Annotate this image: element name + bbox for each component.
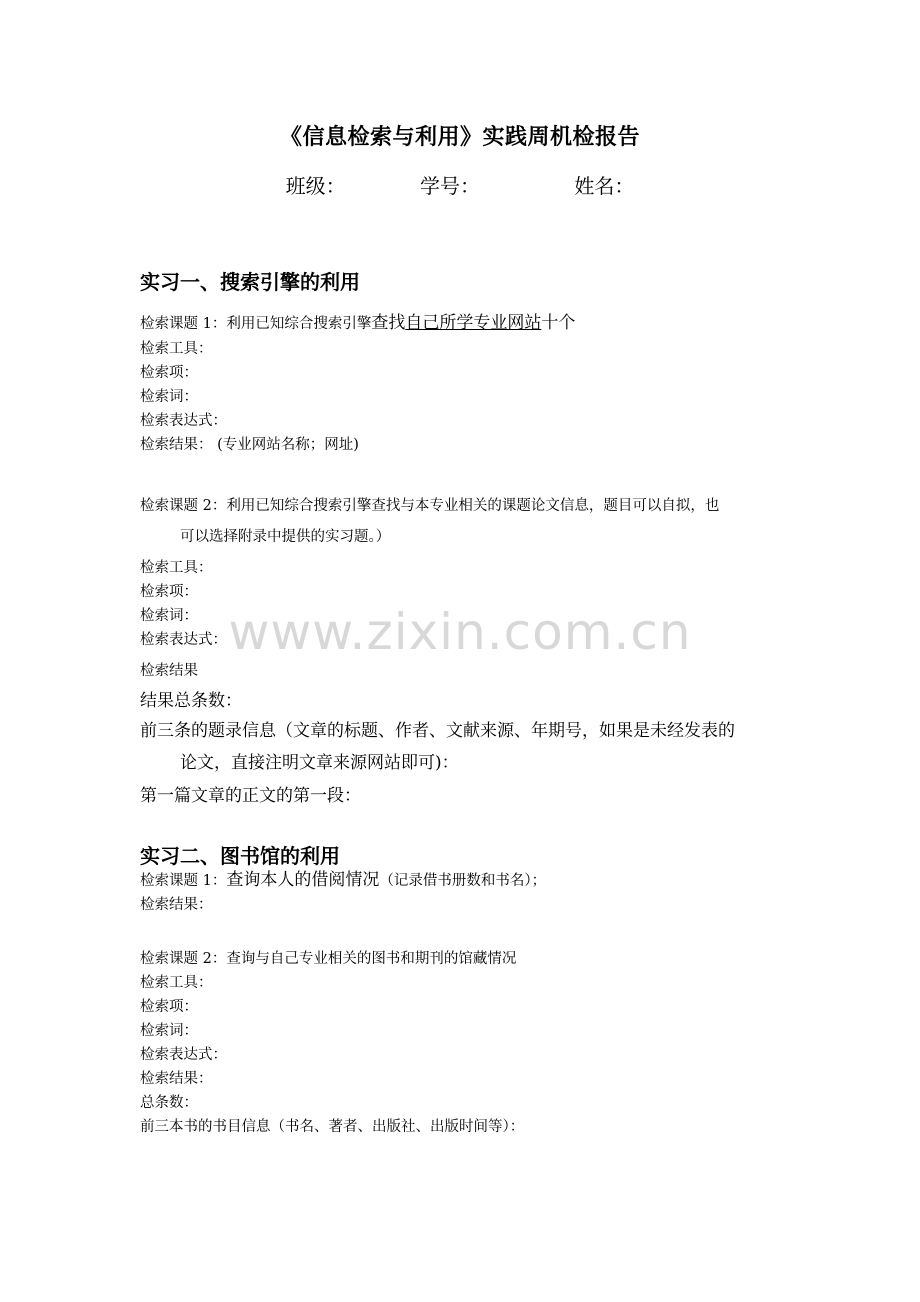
s1-task1-prefix: 检索课题 1：利用已知综合搜索引擎 [140,316,372,332]
s2-task2-title: 检索课题 2：查询与自己专业相关的图书和期刊的馆藏情况 [140,951,517,967]
s2-task2-result: 检索结果： [140,1071,213,1087]
s2-task1-title [140,868,546,893]
s1-task2-top3-line1: 前三条的题录信息（文章的标题、作者、文献来源、年期号，如果是未经发表的 [140,721,735,741]
s1-task1-item: 检索项： [140,365,198,381]
name-label: 姓名： [574,174,635,198]
s2-task1-note: （记录借书册数和书名）； [379,873,547,889]
s1-task1-verb: 查找 [371,313,406,333]
s1-task1-title [140,311,575,336]
s1-task2-tool: 检索工具： [140,560,213,576]
s2-task1-main: 查询本人的借阅情况 [226,870,380,890]
s1-task2-item: 检索项： [140,584,198,600]
s1-task1-word: 检索词： [140,389,198,405]
s1-task1-tool: 检索工具： [140,341,213,357]
watermark-text: www.zixin.com.cn [228,603,692,661]
s2-task1-result: 检索结果： [140,897,213,913]
s1-task2-word: 检索词： [140,608,198,624]
s1-task2-title-line1: 检索课题 2：利用已知综合搜索引擎查找与本专业相关的课题论文信息，题目可以自拟，也 [140,498,720,514]
s2-task2-expr: 检索表达式： [140,1047,227,1063]
s1-task1-underlined: 自己所学专业网站 [405,313,542,333]
student-id-label: 学号： [420,174,480,198]
section1-heading: 实习一、搜索引擎的利用 [140,270,360,294]
s1-task2-result: 检索结果 [140,663,198,679]
s1-task1-result: 检索结果： (专业网站名称；网址) [140,437,359,453]
s2-task2-tool: 检索工具： [140,975,213,991]
section2-heading: 实习二、图书馆的利用 [140,844,340,868]
s2-task2-top3: 前三本书的书目信息（书名、著者、出版社、出版时间等）： [140,1119,525,1135]
document-title: 《信息检索与利用》实践周机检报告 [279,124,640,150]
s1-task2-top3-line2: 论文，直接注明文章来源网站即可)： [180,753,459,773]
s1-task1-suffix: 十个 [541,313,576,333]
s1-task2-total: 结果总条数： [140,691,242,711]
student-info-row [0,170,920,199]
s1-task1-expr: 检索表达式： [140,413,227,429]
s2-task2-total: 总条数： [140,1095,198,1111]
s1-task2-expr: 检索表达式： [140,632,227,648]
s2-task2-word: 检索词： [140,1023,198,1039]
s2-task2-item: 检索项： [140,999,198,1015]
s1-task2-first-para: 第一篇文章的正文的第一段： [140,786,361,806]
s2-task1-prefix: 检索课题 1： [140,873,227,889]
class-label: 班级： [285,174,346,198]
s1-task2-title-line2: 可以选择附录中提供的实习题。） [180,529,391,545]
